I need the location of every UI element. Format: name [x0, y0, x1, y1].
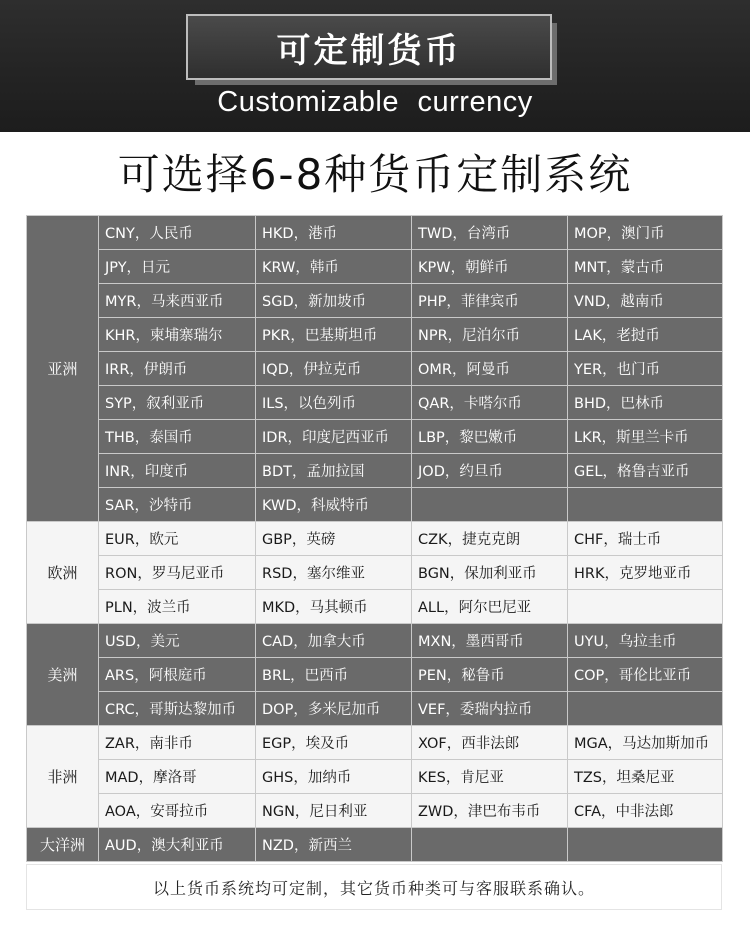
- currency-cell: ZWD，津巴布韦币: [412, 794, 568, 828]
- currency-cell: INR，印度币: [99, 454, 256, 488]
- currency-cell: TWD，台湾币: [412, 216, 568, 250]
- currency-cell: CHF，瑞士币: [568, 522, 723, 556]
- currency-cell: ZAR，南非币: [99, 726, 256, 760]
- currency-cell: KPW，朝鲜币: [412, 250, 568, 284]
- currency-cell: NZD，新西兰: [256, 828, 412, 862]
- currency-cell: ALL，阿尔巴尼亚: [412, 590, 568, 624]
- table-row: [27, 624, 723, 658]
- currency-cell: IDR，印度尼西亚币: [256, 420, 412, 454]
- currency-cell: LAK，老挝币: [568, 318, 723, 352]
- region-label: 美洲: [27, 624, 99, 726]
- currency-cell: OMR，阿曼币: [412, 352, 568, 386]
- currency-cell: MOP，澳门币: [568, 216, 723, 250]
- currency-cell: BRL，巴西币: [256, 658, 412, 692]
- currency-cell: EUR，欧元: [99, 522, 256, 556]
- currency-cell: XOF，西非法郎: [412, 726, 568, 760]
- currency-cell: RSD，塞尔维亚: [256, 556, 412, 590]
- currency-cell: SYP，叙利亚币: [99, 386, 256, 420]
- currency-cell: GEL，格鲁吉亚币: [568, 454, 723, 488]
- header-banner: [0, 0, 750, 132]
- currency-cell: HKD，港币: [256, 216, 412, 250]
- currency-cell: PLN，波兰币: [99, 590, 256, 624]
- table-row: [27, 352, 723, 386]
- currency-cell: VND，越南币: [568, 284, 723, 318]
- currency-cell: QAR，卡嗒尔币: [412, 386, 568, 420]
- currency-cell: ARS，阿根庭币: [99, 658, 256, 692]
- currency-cell: CAD，加拿大币: [256, 624, 412, 658]
- currency-cell: MKD，马其顿币: [256, 590, 412, 624]
- currency-cell: BGN，保加利亚币: [412, 556, 568, 590]
- currency-table-body: [27, 216, 723, 862]
- currency-cell: VEF，委瑞内拉币: [412, 692, 568, 726]
- currency-cell: MXN，墨西哥币: [412, 624, 568, 658]
- currency-cell: DOP，多米尼加币: [256, 692, 412, 726]
- currency-cell: GHS，加纳币: [256, 760, 412, 794]
- table-row: [27, 216, 723, 250]
- currency-cell: MGA，马达加斯加币: [568, 726, 723, 760]
- currency-cell: BDT，孟加拉国: [256, 454, 412, 488]
- currency-cell: IRR，伊朗币: [99, 352, 256, 386]
- currency-cell: SGD，新加坡币: [256, 284, 412, 318]
- currency-cell: YER，也门币: [568, 352, 723, 386]
- currency-cell: JPY，日元: [99, 250, 256, 284]
- currency-cell: KWD，科威特币: [256, 488, 412, 522]
- currency-cell: ILS，以色列币: [256, 386, 412, 420]
- currency-cell: [568, 590, 723, 624]
- currency-cell: LKR，斯里兰卡币: [568, 420, 723, 454]
- currency-cell: AOA，安哥拉币: [99, 794, 256, 828]
- currency-cell: USD，美元: [99, 624, 256, 658]
- currency-cell: [568, 828, 723, 862]
- region-label: 非洲: [27, 726, 99, 828]
- currency-cell: PHP，菲律宾币: [412, 284, 568, 318]
- currency-cell: PKR，巴基斯坦币: [256, 318, 412, 352]
- currency-cell: LBP，黎巴嫩币: [412, 420, 568, 454]
- currency-cell: SAR，沙特币: [99, 488, 256, 522]
- table-row: [27, 726, 723, 760]
- table-row: [27, 556, 723, 590]
- currency-cell: EGP，埃及币: [256, 726, 412, 760]
- currency-cell: NGN，尼日利亚: [256, 794, 412, 828]
- footer-note: 以上货币系统均可定制，其它货币种类可与客服联系确认。: [26, 864, 722, 910]
- table-row: [27, 692, 723, 726]
- main-heading: 可选择6-8种货币定制系统: [117, 150, 633, 199]
- currency-cell: [412, 828, 568, 862]
- table-row: [27, 386, 723, 420]
- table-row: [27, 760, 723, 794]
- currency-cell: COP，哥伦比亚币: [568, 658, 723, 692]
- region-label: 大洋洲: [27, 828, 99, 862]
- table-row: [27, 250, 723, 284]
- table-row: [27, 828, 723, 862]
- currency-cell: CFA，中非法郎: [568, 794, 723, 828]
- currency-cell: [568, 488, 723, 522]
- table-row: [27, 454, 723, 488]
- currency-cell: UYU，乌拉圭币: [568, 624, 723, 658]
- currency-cell: JOD，约旦币: [412, 454, 568, 488]
- table-row: [27, 522, 723, 556]
- currency-cell: TZS，坦桑尼亚: [568, 760, 723, 794]
- table-row: [27, 284, 723, 318]
- currency-cell: IQD，伊拉克币: [256, 352, 412, 386]
- table-row: [27, 420, 723, 454]
- currency-cell: HRK，克罗地亚币: [568, 556, 723, 590]
- currency-cell: [568, 692, 723, 726]
- banner-title: 可定制货币: [276, 30, 462, 71]
- banner-subtitle: Customizable currency: [217, 86, 533, 118]
- table-row: [27, 590, 723, 624]
- title-box: [186, 14, 552, 80]
- currency-cell: CRC，哥斯达黎加币: [99, 692, 256, 726]
- currency-cell: CZK，捷克克朗: [412, 522, 568, 556]
- region-label: 欧洲: [27, 522, 99, 624]
- region-label: 亚洲: [27, 216, 99, 522]
- currency-cell: BHD，巴林币: [568, 386, 723, 420]
- currency-cell: [412, 488, 568, 522]
- currency-cell: KRW，韩币: [256, 250, 412, 284]
- currency-cell: PEN，秘鲁币: [412, 658, 568, 692]
- currency-cell: CNY，人民币: [99, 216, 256, 250]
- currency-cell: MNT，蒙古币: [568, 250, 723, 284]
- currency-cell: KHR，柬埔寨瑞尔: [99, 318, 256, 352]
- table-row: [27, 794, 723, 828]
- currency-cell: KES，肯尼亚: [412, 760, 568, 794]
- currency-cell: MAD，摩洛哥: [99, 760, 256, 794]
- currency-cell: GBP，英磅: [256, 522, 412, 556]
- currency-cell: AUD，澳大利亚币: [99, 828, 256, 862]
- currency-cell: THB，泰国币: [99, 420, 256, 454]
- currency-cell: NPR，尼泊尔币: [412, 318, 568, 352]
- table-row: [27, 488, 723, 522]
- table-row: [27, 658, 723, 692]
- table-row: [27, 318, 723, 352]
- currency-cell: RON，罗马尼亚币: [99, 556, 256, 590]
- currency-cell: MYR，马来西亚币: [99, 284, 256, 318]
- currency-table: [26, 215, 723, 862]
